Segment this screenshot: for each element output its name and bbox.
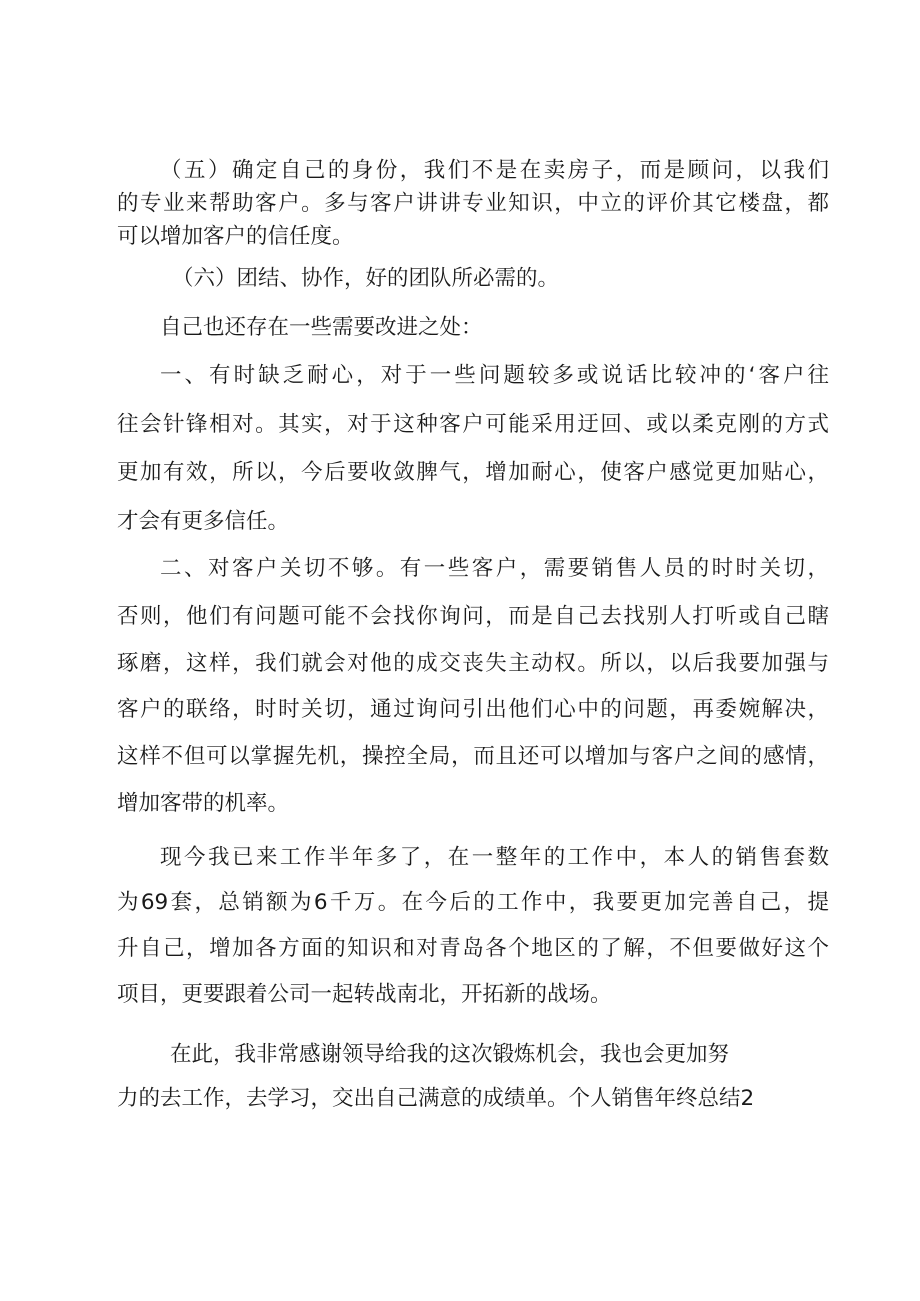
- text-line: 可以增加客户的信任度。: [117, 224, 354, 249]
- text-line: 更加有效，所以，今后要收敛脾气，增加耐心，使客户感觉更加贴心，: [117, 460, 829, 485]
- text-line: 往会针锋相对。其实，对于这种客户可能采用迂回、或以柔克刚的方式: [117, 412, 829, 437]
- text-line: 客户的联络，时时关切，通过询问引出他们心中的问题，再委婉解决，: [117, 697, 829, 722]
- text-line: 在此，我非常感谢领导给我的这次锻炼机会，我也会更加努: [170, 1042, 730, 1067]
- text-line: 一、有时缺乏耐心，对于一些问题较多或说话比较冲的‘客户往: [160, 363, 829, 388]
- text-line: 升自己，增加各方面的知识和对青岛各个地区的了解，不但要做好这个: [117, 936, 829, 961]
- text-line: 现今我已来工作半年多了，在一整年的工作中，本人的销售套数: [160, 845, 829, 870]
- text-line: （五）确定自己的身份，我们不是在卖房子，而是顾问，以我们: [160, 158, 829, 183]
- text-line: 的专业来帮助客户。多与客户讲讲专业知识，中立的评价其它楼盘，都: [117, 191, 829, 216]
- text-line: 为69套，总销额为6千万。在今后的工作中，我要更加完善自己，提: [117, 890, 829, 915]
- text-line: 二、对客户关切不够。有一些客户，需要销售人员的时时关切，: [160, 556, 829, 581]
- text-line: 琢磨，这样，我们就会对他的成交丧失主动权。所以，以后我要加强与: [117, 651, 829, 676]
- text-line: 才会有更多信任。: [117, 509, 290, 534]
- text-line: 否则，他们有问题可能不会找你询问，而是自己去找别人打听或自己瞎: [117, 604, 829, 629]
- text-line: 自己也还存在一些需要改进之处：: [160, 315, 483, 340]
- text-line: 增加客带的机率。: [117, 791, 290, 816]
- text-line: （六）团结、协作，好的团队所必需的。: [172, 266, 560, 291]
- text-line: 这样不但可以掌握先机，操控全局，而且还可以增加与客户之间的感情，: [117, 744, 829, 769]
- text-line: 力的去工作，去学习，交出自己满意的成绩单。个人销售年终总结2: [117, 1086, 755, 1111]
- text-line: 项目，更要跟着公司一起转战南北，开拓新的战场。: [117, 982, 612, 1007]
